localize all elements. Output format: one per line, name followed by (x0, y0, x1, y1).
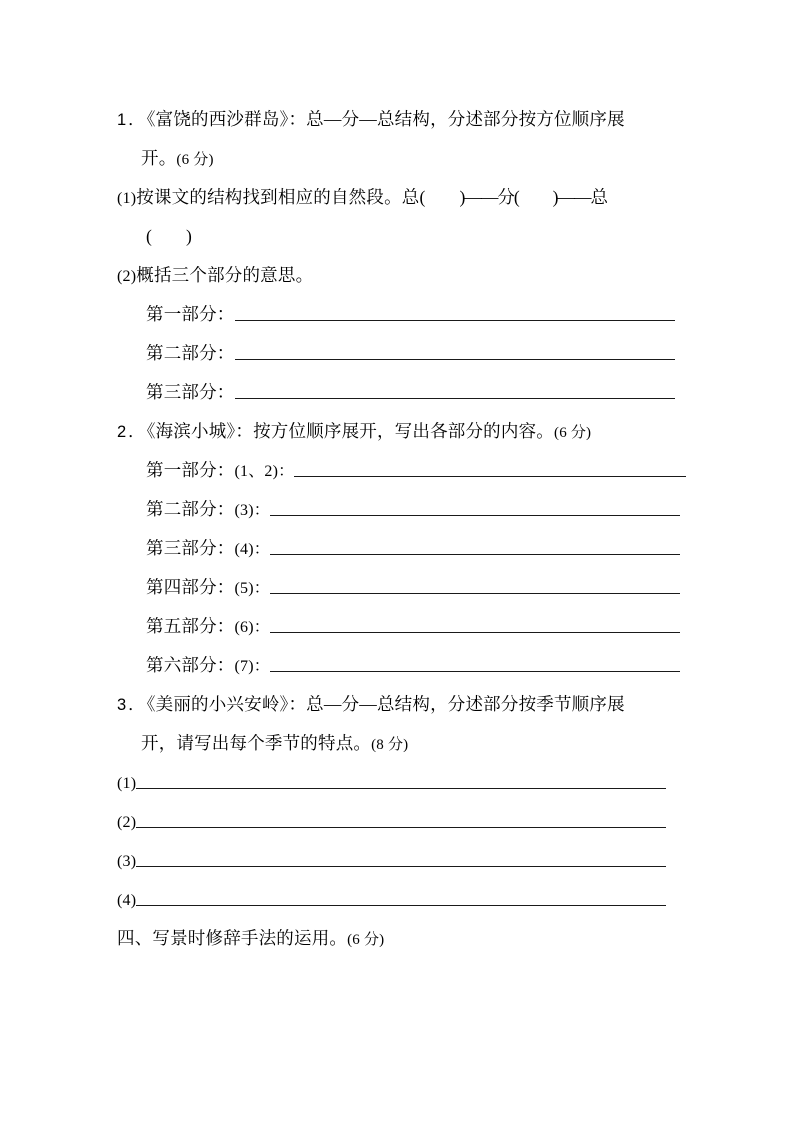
question-2-blank-row-6 (146, 646, 677, 685)
section-heading-score: (6 分) (347, 932, 385, 948)
question-1-sub-1-text-b: )——分( (459, 187, 519, 207)
question-3-answer-blank-3[interactable] (136, 851, 666, 867)
question-3-blank-row-4 (117, 880, 677, 919)
question-3-number: 3． (117, 696, 147, 714)
question-1-sub-1-line2 (146, 217, 677, 256)
page-content (117, 100, 677, 958)
question-2-title-text: 《海滨小城》：按方位顺序展开，写出各部分的内容。 (146, 421, 554, 441)
question-2-answer-blank-4[interactable] (270, 578, 680, 594)
question-3-title-line2 (141, 724, 677, 763)
question-1-blank-row-3 (146, 373, 677, 412)
question-1-sub-2-marker: (2) (117, 268, 137, 285)
question-1-number: 1． (117, 111, 147, 129)
question-3-blank-label-2: (2) (117, 814, 137, 831)
question-1-sub-2 (117, 256, 677, 295)
question-1-sub-1-text-c: )——总 (552, 187, 607, 207)
question-2-score: (6 分) (554, 425, 592, 441)
question-1-sub-1-marker: (1) (117, 190, 137, 207)
question-2-title (117, 412, 677, 451)
question-1-blank-row-1 (146, 295, 677, 334)
question-2-blank-row-3 (146, 529, 677, 568)
question-1-sub-1-text-a: 按课文的结构找到相应的自然段。总( (136, 187, 426, 207)
question-2-blank-row-2 (146, 490, 677, 529)
question-1-title-text: 《富饶的西沙群岛》：总—分—总结构，分述部分按方位顺序展 (146, 109, 625, 129)
question-3-blank-label-1: (1) (117, 775, 137, 792)
section-heading-text: 四、写景时修辞手法的运用。 (117, 928, 348, 948)
question-3-answer-blank-2[interactable] (136, 812, 666, 828)
question-1-title-continuation: 开。 (141, 148, 177, 168)
question-1-blank-label-3: 第三部分： (146, 382, 235, 402)
question-2-answer-blank-5[interactable] (270, 617, 680, 633)
question-1-sub-2-text: 概括三个部分的意思。 (136, 265, 314, 285)
question-2-answer-blank-2[interactable] (270, 500, 680, 516)
question-2-blank-label-1: 第一部分： (146, 460, 235, 480)
question-2-answer-blank-3[interactable] (270, 539, 680, 555)
question-3-score: (8 分) (371, 737, 409, 753)
question-2-blank-row-4 (146, 568, 677, 607)
question-2-blank-ref-6: (7)： (234, 658, 270, 675)
question-1-blank-label-1: 第一部分： (146, 304, 235, 324)
question-2-blank-ref-1: (1、2)： (234, 463, 295, 480)
question-2-blank-label-5: 第五部分： (146, 616, 235, 636)
section-heading-four (117, 919, 677, 958)
question-2-blank-label-6: 第六部分： (146, 655, 235, 675)
question-3-answer-blank-1[interactable] (136, 773, 666, 789)
question-3-title-continuation: 开，请写出每个季节的特点。 (141, 733, 372, 753)
question-1-title-line1 (117, 100, 677, 139)
question-2-answer-blank-1[interactable] (294, 461, 686, 477)
question-3-blank-row-2 (117, 802, 677, 841)
question-3-blank-row-3 (117, 841, 677, 880)
question-2-blank-ref-5: (6)： (234, 619, 270, 636)
question-3-blank-label-3: (3) (117, 853, 137, 870)
question-2-blank-row-5 (146, 607, 677, 646)
question-1-answer-blank-2[interactable] (235, 344, 675, 360)
question-1-blank-row-2 (146, 334, 677, 373)
question-1-answer-blank-1[interactable] (235, 305, 675, 321)
question-2-blank-row-1 (146, 451, 677, 490)
question-1-blank-label-2: 第二部分： (146, 343, 235, 363)
question-1-title-line2 (141, 139, 677, 178)
question-1-sub-1-text-d: ( (146, 226, 153, 246)
question-3-blank-row-1 (117, 763, 677, 802)
question-1-score: (6 分) (176, 152, 214, 168)
question-2-answer-blank-6[interactable] (270, 656, 680, 672)
question-2-number: 2． (117, 423, 147, 441)
question-2-blank-label-3: 第三部分： (146, 538, 235, 558)
question-3-title-text: 《美丽的小兴安岭》：总—分—总结构，分述部分按季节顺序展 (146, 694, 625, 714)
question-1-answer-blank-3[interactable] (235, 383, 675, 399)
question-2-blank-label-4: 第四部分： (146, 577, 235, 597)
question-3-answer-blank-4[interactable] (136, 890, 666, 906)
question-2-blank-ref-2: (3)： (234, 502, 270, 519)
question-3-blank-label-4: (4) (117, 892, 137, 909)
question-2-blank-ref-3: (4)： (234, 541, 270, 558)
question-1-sub-1-text-e: ) (186, 226, 193, 246)
question-2-blank-label-2: 第二部分： (146, 499, 235, 519)
question-2-blank-ref-4: (5)： (234, 580, 270, 597)
question-3-title-line1 (117, 685, 677, 724)
question-1-sub-1-line1 (117, 178, 677, 217)
